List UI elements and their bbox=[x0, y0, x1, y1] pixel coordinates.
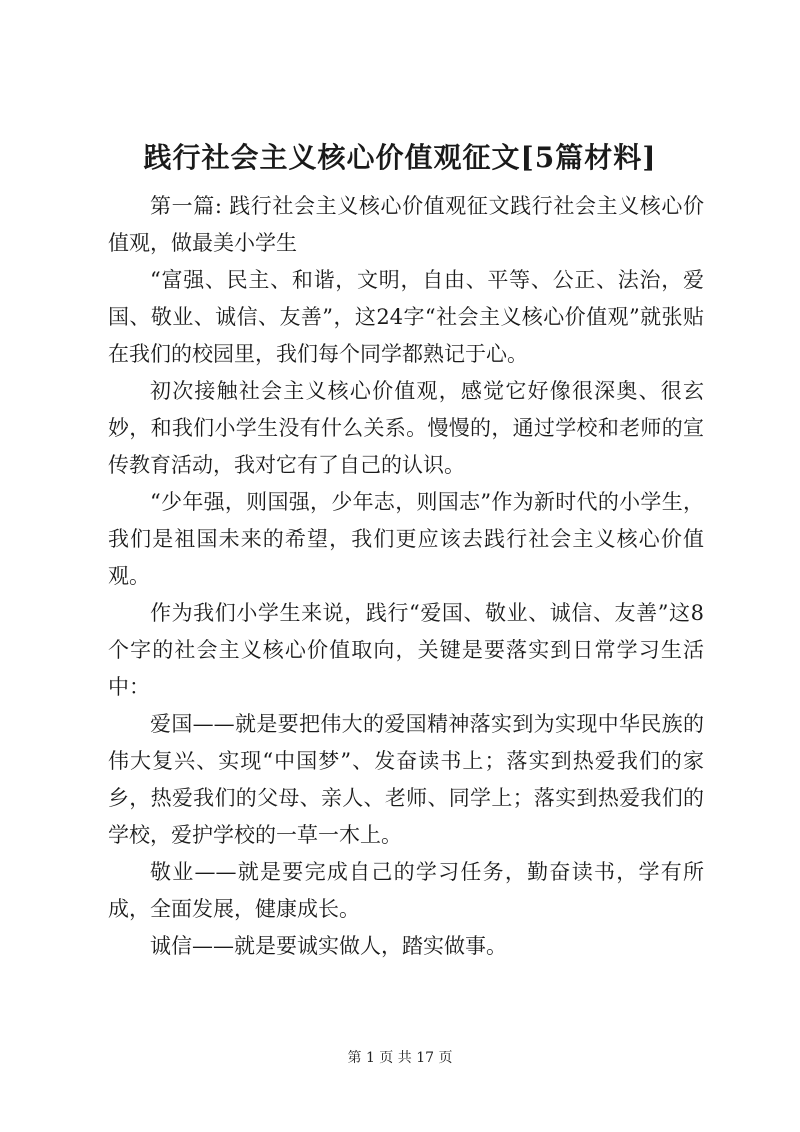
paragraph: 作为我们小学生来说，践行“爱国、敬业、诚信、友善”这8个字的社会主义核心价值取向，关键是要落实到日常学习生活中： bbox=[108, 601, 704, 699]
paragraph: 爱国——就是要把伟大的爱国精神落实到为实现中华民族的伟大复兴、实现“中国梦”、发奋读书上；落实到热爱我们的家乡，热爱我们的父母、亲人、老师、同学上；落实到热爱我们的学校，爱护学校的一草一木上。 bbox=[108, 712, 704, 847]
paragraph: “富强、民主、和谐，文明，自由、平等、公正、法治，爱国、敬业、诚信、友善”，这24字“社会主义核心价值观”就张贴在我们的校园里，我们每个同学都熟记于心。 bbox=[108, 268, 704, 366]
paragraph: 诚信——就是要诚实做人，踏实做事。 bbox=[150, 934, 507, 958]
paragraph: 敬业——就是要完成自己的学习任务，勤奋读书，学有所成，全面发展，健康成长。 bbox=[108, 860, 704, 921]
document-body bbox=[108, 188, 704, 965]
paragraph: “少年强，则国强，少年志，则国志”作为新时代的小学生，我们是祖国未来的希望，我们更应该去践行社会主义核心价值观。 bbox=[108, 490, 704, 588]
page-footer: 第 1 页 共 17 页 bbox=[347, 1050, 453, 1066]
document-title: 践行社会主义核心价值观征文[5篇材料] bbox=[143, 141, 657, 174]
paragraph: 初次接触社会主义核心价值观，感觉它好像很深奥、很玄妙，和我们小学生没有什么关系。慢慢的，通过学校和老师的宣传教育活动，我对它有了自己的认识。 bbox=[108, 379, 704, 477]
paragraph: 第一篇: 践行社会主义核心价值观征文践行社会主义核心价值观，做最美小学生 bbox=[108, 194, 704, 255]
